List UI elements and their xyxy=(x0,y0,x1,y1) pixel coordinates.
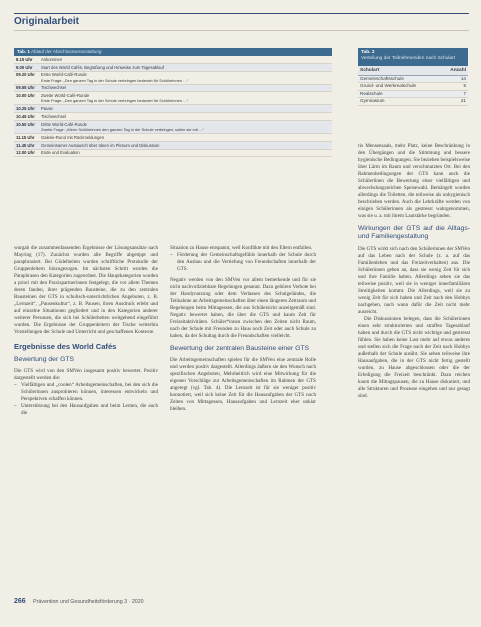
list-item: – Förderung der Gemeinschaftsgefühls innerhalb der Schule durch den Ausbau und die Vertiefung von Freundschaften innerhalb der GTS. xyxy=(170,252,316,273)
time-cell: 10.45 Uhr xyxy=(16,113,35,119)
text-column-middle xyxy=(170,245,316,413)
paragraph: Situation zu Hause entspannt, weil Konflikte mit den Eltern entfallen. xyxy=(170,245,313,251)
schedule-table-body xyxy=(14,56,332,157)
activity-title: Dritte World-Café-Runde xyxy=(41,121,88,127)
school-type-cell: Gymnasium xyxy=(360,98,385,104)
section-title: Originalarbeit xyxy=(14,16,80,27)
participants-table-title: Verteilung der Teilnehmenden nach Schulart xyxy=(361,56,456,61)
column-header-count: Anzahl xyxy=(450,68,466,73)
activity-cell xyxy=(41,143,332,148)
participants-table-body xyxy=(358,76,468,106)
count-cell: 14 xyxy=(460,76,466,81)
activity-title: Start des World Cafés, Begrüßung und Hinweise zum Tagesablauf xyxy=(41,64,164,70)
school-type-cell: Gemeinschaftsschule xyxy=(360,76,404,81)
schedule-table-caption xyxy=(14,48,332,56)
journal-reference: Prävention und Gesundheitsförderung 3 · 2020 xyxy=(33,599,144,605)
table-row xyxy=(358,91,468,98)
table-row xyxy=(14,121,332,134)
table-row xyxy=(14,113,332,121)
schedule-table-title: Ablauf der Abschlussveranstaltung xyxy=(30,49,102,54)
table-row xyxy=(14,150,332,158)
table-row xyxy=(14,142,332,150)
table-row xyxy=(358,83,468,90)
time-cell: 12.00 Uhr xyxy=(16,150,35,156)
column-header-school-type: Schulart xyxy=(360,68,380,73)
activity-cell xyxy=(41,122,332,132)
activity-title: Galerie-Rund mit Rückmeldungen xyxy=(41,134,105,140)
table-row xyxy=(14,105,332,113)
text-column-left xyxy=(14,245,158,417)
subsection-heading: Bewertung der GTS xyxy=(14,356,75,363)
activity-cell xyxy=(41,114,332,119)
list-item: – Vielfältigen und „coolen“ Arbeitsgemeinschaften, bei den sich die Schülerinnen ausprobieren können, interessen entwickeln und Perspektiven schaffen können. xyxy=(14,382,158,403)
section-header xyxy=(14,13,469,31)
activity-question: Zweite Frage: „Wenn Schülerinnen den ganzen Tag in der Schule verbringen, sollen sie mit …“ xyxy=(41,126,204,132)
school-type-cell: Realschule xyxy=(360,90,383,96)
paragraph: Die Arbeitsgemeinschaften spielen für die SMVen eine zentrale Rolle und werden positiv dargestellt. Allerdings äußern sie den Wunsch nach spezifischen Angeboten, Mehrheitlich wird eine Mitwirkung für die eigenen Vorschläge zur Arbeitsgemeinschaften im Rahmen der GTS angeregt (vgl. Tab. 4). Die Lernzeit ist für sie weniger positiv konnotiert, weil sich keine Zeit für die Hausaufgaben der GTS noch Zeiten von Mittagessen, Hausaufgaben und Lernzeit eher unklar bleiben. xyxy=(170,357,316,413)
activity-cell xyxy=(41,93,332,103)
time-cell: 9.00 Uhr xyxy=(16,64,33,70)
time-cell: 11.45 Uhr xyxy=(16,142,35,148)
participants-table-header xyxy=(358,66,468,76)
count-cell: 21 xyxy=(460,98,466,104)
table-row xyxy=(14,56,332,64)
time-cell: 8.15 Uhr xyxy=(16,56,33,62)
activity-cell xyxy=(41,72,332,82)
activity-title: Erste World-Café-Runde xyxy=(41,72,87,78)
activity-cell xyxy=(41,85,332,90)
time-cell: 09.55 Uhr xyxy=(16,85,35,91)
page-number: 266 xyxy=(14,598,26,605)
table-row xyxy=(14,92,332,105)
activity-title: Ende und Evaluation xyxy=(41,150,80,156)
activity-title: Gemeinsamer Austausch über Ideen im Plenum und Diskussion xyxy=(41,142,160,148)
paragraph: Die Diskussionen belegen, dass die Schülerinnen einen sehr strukturierten und straffen Tagesablauf haben und durch die GTS nicht wichtige und gestresst fühlen. Sie haben keine Lust mehr auf etwas anderes und stellen sich die Frage nach der Zeit nach Hobbys außerhalb der Schule ausübt. Sie sehen teilweise ihre Hausaufgaben, die in der GTS nicht fertig gestellt wurden, zu Hause abgeschlossen oder die der Erledigung die Freizeit beschränkt. Dazu reichen kaum die Mittagspausen, die zu Hause diskutiert, und alle Strukturen und Prozesse eingehen und nur gesagt sind. xyxy=(358,315,470,399)
table-row xyxy=(358,98,468,105)
activity-title: Ankommen xyxy=(41,56,63,62)
activity-cell xyxy=(41,57,332,62)
paragraph: wurgab die zusammenfassenden Ergebnisse der Lösungsansätze nach Mayring (17). Zunächst wurden alle Begriffe abgetippt und paraphrasiert. Bei Gödelbeiten wurden schriftliche Protokolle der Gruppenleitern hinzugezogen. Im nächsten Schritt wurden die Paraphrasen den Kategorien zugeordnet. Die Hauptkategorien wurden a priori mit den Praxispartnerinnen festgelegt, die vor allem Themen deren fanden, ihrer prägenden Bausteine, die zu den zentralen Bausteinen der GTS in schulisch-unterrichtlichen Angeboten, z. B. „Lernzeit“, „Pausenkultur“, z. B. Pausen, ihren Ausdruck erlebt und auf einzelne Situationen gegliedert und in den Kategorien anderer weiterer Personen, die sich bei Schülerbeiten weitgehend eingeführt wurden. Die Ergebnisse der Gruppenleitern der Tische weiterhin Vorstellungen der Schule und Unterricht und geschaffenen Kontexte. xyxy=(14,245,158,335)
text-column-right xyxy=(358,143,470,400)
activity-title: Zweite World-Café-Runde xyxy=(41,93,90,99)
time-cell: 11.15 Uhr xyxy=(16,134,35,140)
participants-table-caption xyxy=(358,48,468,66)
paragraph: ris Mensensaals, mehr Platz, keine Beschränkung in den Übergängen und die Stimmung und bessere hygienische Bedingungen. Sie beziehen beispielsweise über Lärm im Raum und verschmutzten Ort. Bei den Rahmenbedingungen der GTS kann auch die Schülerlinen die Bewertung einer vielfältigen und abwechslungsreichen Speisewahl. Bemängelt wurden allerdings die Toiletten, die teilweise als unhygienisch beschrieben werden. Auch die Lehrkräfte werden von einigen Schülerinnen als gestresst wahrgenommen, was sie u. a. mit ihrem Lautstärke begründen. xyxy=(358,143,470,219)
paragraph: Negativ werden von den SMVen vor allem bemerkende und für sie nicht nachvollziehbare Regelungen genannt. Dazu gehören Verbote bei der Handynutzung oder dem Verlassen des Schulgeländes, die Teilnahme an Arbeitsgemeinschaften über einen längeren Zeitraum und Regelungen beim Mittagessen, die aus Schülersicht unzeitgemäß sind. Negativ bewertet haben, die über die GTS und kaum Zeit für Freizeitaktivitäten. Schüler*innen zwischen den Zeiten nicht Raum, nach der Schule mit Freunden zu Haus noch Zeit oder auch Schule zu haben, da der Schultag durch die Freundschaften vielleicht. xyxy=(170,277,316,339)
table-row xyxy=(14,64,332,72)
activity-question: Erste Frage: „Den ganzen Tag in der Schule verbringen bedeutet für Schülerinnen …“ xyxy=(41,98,189,104)
time-cell: 09.20 Uhr xyxy=(16,72,35,78)
section-heading: Ergebnisse des World Cafés xyxy=(14,342,117,351)
activity-title: Tischwechsel xyxy=(41,85,66,91)
activity-question: Erste Frage: „Den ganzen Tag in der Schule verbringen bedeutet für Schülerinnen …“ xyxy=(41,77,189,83)
table-row xyxy=(358,76,468,83)
paragraph: Die GTS wirkt sich nach den Schülerinnen der SMVen auf das Leben nach der Schule (z. a. auf das Familienleben und das Freizeitverhalten) aus. Die Schülerinnen geben an, dass sie wenig Zeit für sich und ihre Familie haben. Allerdings sehen sie das teilweise positiv, weil sie in weniger innerfamiliären Streitigkeiten kommt. Die Allerdings, weil sie zu wenig Zeit für sich haben und Zeit nach den Hobbys nachgehen, nach wann dafür die Zeit nicht mehr ausreicht. xyxy=(358,245,470,315)
schedule-table-label: Tab. 1 xyxy=(17,49,30,54)
table-row xyxy=(14,72,332,85)
participants-table-label: Tab. 2 xyxy=(361,50,375,55)
list-item: – Unterstützung bei den Hausaufgaben und beim Lernen, die auch die xyxy=(14,403,158,417)
time-cell: 10.00 Uhr xyxy=(16,93,35,99)
paragraph: Die GTS wird von den SMVen insgesamt positiv bewertet. Positiv dargestellt werden die: xyxy=(14,368,158,382)
activity-cell xyxy=(41,106,332,111)
count-cell: 5 xyxy=(463,83,466,89)
table-row xyxy=(14,134,332,142)
subsection-heading: Bewertung der zentralen Bausteine einer GTS xyxy=(170,345,310,352)
school-type-cell: Grund- und Werkrealschule xyxy=(360,83,417,89)
participants-table xyxy=(358,48,468,106)
schedule-table xyxy=(14,48,332,157)
bullet-list xyxy=(170,252,316,273)
page-footer xyxy=(14,597,469,607)
activity-cell xyxy=(41,65,332,70)
table-row xyxy=(14,85,332,93)
bullet-list xyxy=(14,382,158,417)
time-cell: 10.25 Uhr xyxy=(16,106,35,112)
activity-title: Tischwechsel xyxy=(41,113,66,119)
activity-cell xyxy=(41,150,332,155)
count-cell: 7 xyxy=(463,90,466,96)
subsection-heading: Wirkungen der GTS auf die Alltags- und Familiengestaltung xyxy=(358,225,470,241)
activity-title: Pause xyxy=(41,106,53,112)
activity-cell xyxy=(41,135,332,140)
time-cell: 10.50 Uhr xyxy=(16,121,35,127)
